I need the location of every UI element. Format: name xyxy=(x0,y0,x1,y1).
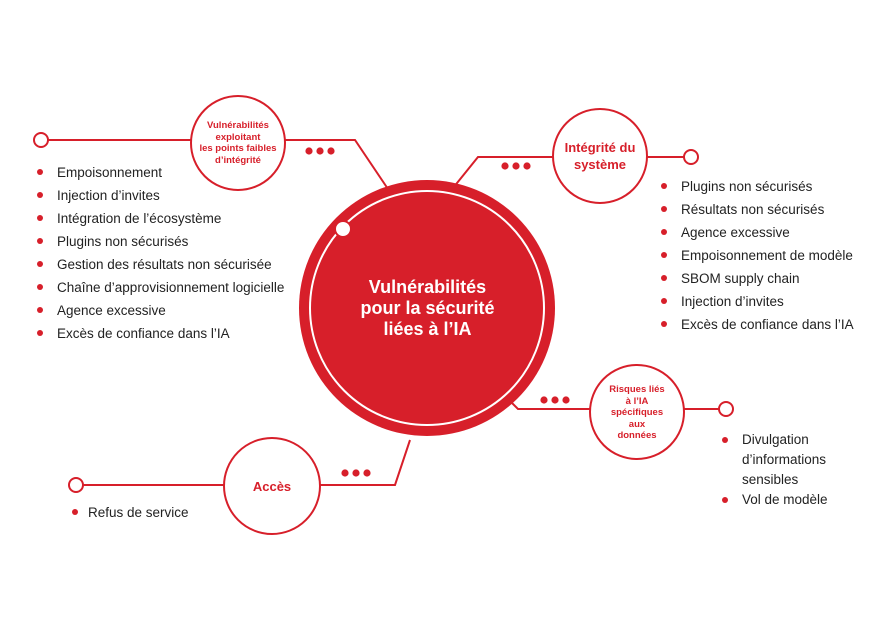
list-item xyxy=(722,430,872,490)
bullet-icon xyxy=(661,252,667,258)
list-item-label: Empoisonnement de modèle xyxy=(681,248,853,263)
bottom-right-terminal-circle xyxy=(719,402,733,416)
list-item-label: Plugins non sécurisés xyxy=(57,234,189,249)
bottom-left-items-list xyxy=(72,501,252,524)
top-left-items-list xyxy=(37,161,307,345)
list-item-label: Injection d’invites xyxy=(57,188,160,203)
list-item xyxy=(661,221,881,244)
bullet-icon xyxy=(37,215,43,221)
top-right-node-title: Intégrité du système xyxy=(564,140,636,172)
bullet-icon xyxy=(661,183,667,189)
list-item-label: Intégration de l’écosystème xyxy=(57,211,222,226)
top-left-terminal-circle xyxy=(34,133,48,147)
bottom-right-items-list xyxy=(722,430,872,510)
list-item xyxy=(37,207,307,230)
list-item-label: Empoisonnement xyxy=(57,165,163,180)
list-item-label: Agence excessive xyxy=(57,303,166,318)
top-left-ellipsis-dots xyxy=(305,147,334,154)
bottom-left-node-title: Accès xyxy=(252,478,292,494)
list-item-label: Plugins non sécurisés xyxy=(681,179,813,194)
list-item-label: Excès de confiance dans l’IA xyxy=(681,317,854,332)
top-left-node-title: Vulnérabilités exploitant les points faibles d’intégrité xyxy=(199,120,277,166)
list-item-label: Injection d’invites xyxy=(681,294,784,309)
top-right-to-center-line xyxy=(453,157,555,188)
top-right-terminal-circle xyxy=(684,150,698,164)
bullet-icon xyxy=(661,298,667,304)
bullet-icon xyxy=(72,509,78,515)
bottom-left-to-center-line xyxy=(320,440,410,485)
list-item-label: Vol de modèle xyxy=(742,492,828,507)
bullet-icon xyxy=(661,321,667,327)
bullet-icon xyxy=(37,284,43,290)
top-right-items-list xyxy=(661,175,881,336)
bottom-right-to-center-line xyxy=(512,403,590,409)
list-item-label: SBOM supply chain xyxy=(681,271,800,286)
list-item xyxy=(37,184,307,207)
list-item xyxy=(37,322,307,345)
list-item xyxy=(661,313,881,336)
bullet-icon xyxy=(722,437,728,443)
list-item-label: Refus de service xyxy=(88,505,189,520)
bullet-icon xyxy=(661,229,667,235)
bullet-icon xyxy=(661,206,667,212)
bottom-right-node-title: Risques liés à l’IA spécifiques aux données xyxy=(609,384,665,442)
bullet-icon xyxy=(722,497,728,503)
list-item-label: Agence excessive xyxy=(681,225,790,240)
top-right-ellipsis-dots xyxy=(501,162,530,169)
bullet-icon xyxy=(37,307,43,313)
list-item-label: Excès de confiance dans l’IA xyxy=(57,326,230,341)
list-item xyxy=(661,198,881,221)
list-item-label: Gestion des résultats non sécurisée xyxy=(57,257,272,272)
bullet-icon xyxy=(37,238,43,244)
bottom-left-ellipsis-dots xyxy=(341,469,370,476)
center-connector-knob xyxy=(335,221,351,237)
bullet-icon xyxy=(37,192,43,198)
bottom-left-terminal-circle xyxy=(69,478,83,492)
list-item xyxy=(37,299,307,322)
list-item xyxy=(37,253,307,276)
list-item xyxy=(37,161,307,184)
bullet-icon xyxy=(37,169,43,175)
list-item-label: Chaîne d’approvisionnement logicielle xyxy=(57,280,285,295)
list-item-label: Divulgation d’informations sensibles xyxy=(742,432,827,487)
bottom-right-ellipsis-dots xyxy=(540,396,569,403)
list-item xyxy=(37,230,307,253)
bullet-icon xyxy=(37,261,43,267)
bullet-icon xyxy=(661,275,667,281)
list-item xyxy=(72,501,252,524)
list-item xyxy=(661,290,881,313)
list-item xyxy=(661,267,881,290)
center-title: Vulnérabilités pour la sécurité liées à l’IA xyxy=(360,276,495,339)
bullet-icon xyxy=(37,330,43,336)
list-item xyxy=(661,244,881,267)
list-item xyxy=(37,276,307,299)
list-item xyxy=(722,490,872,510)
list-item-label: Résultats non sécurisés xyxy=(681,202,825,217)
list-item xyxy=(661,175,881,198)
